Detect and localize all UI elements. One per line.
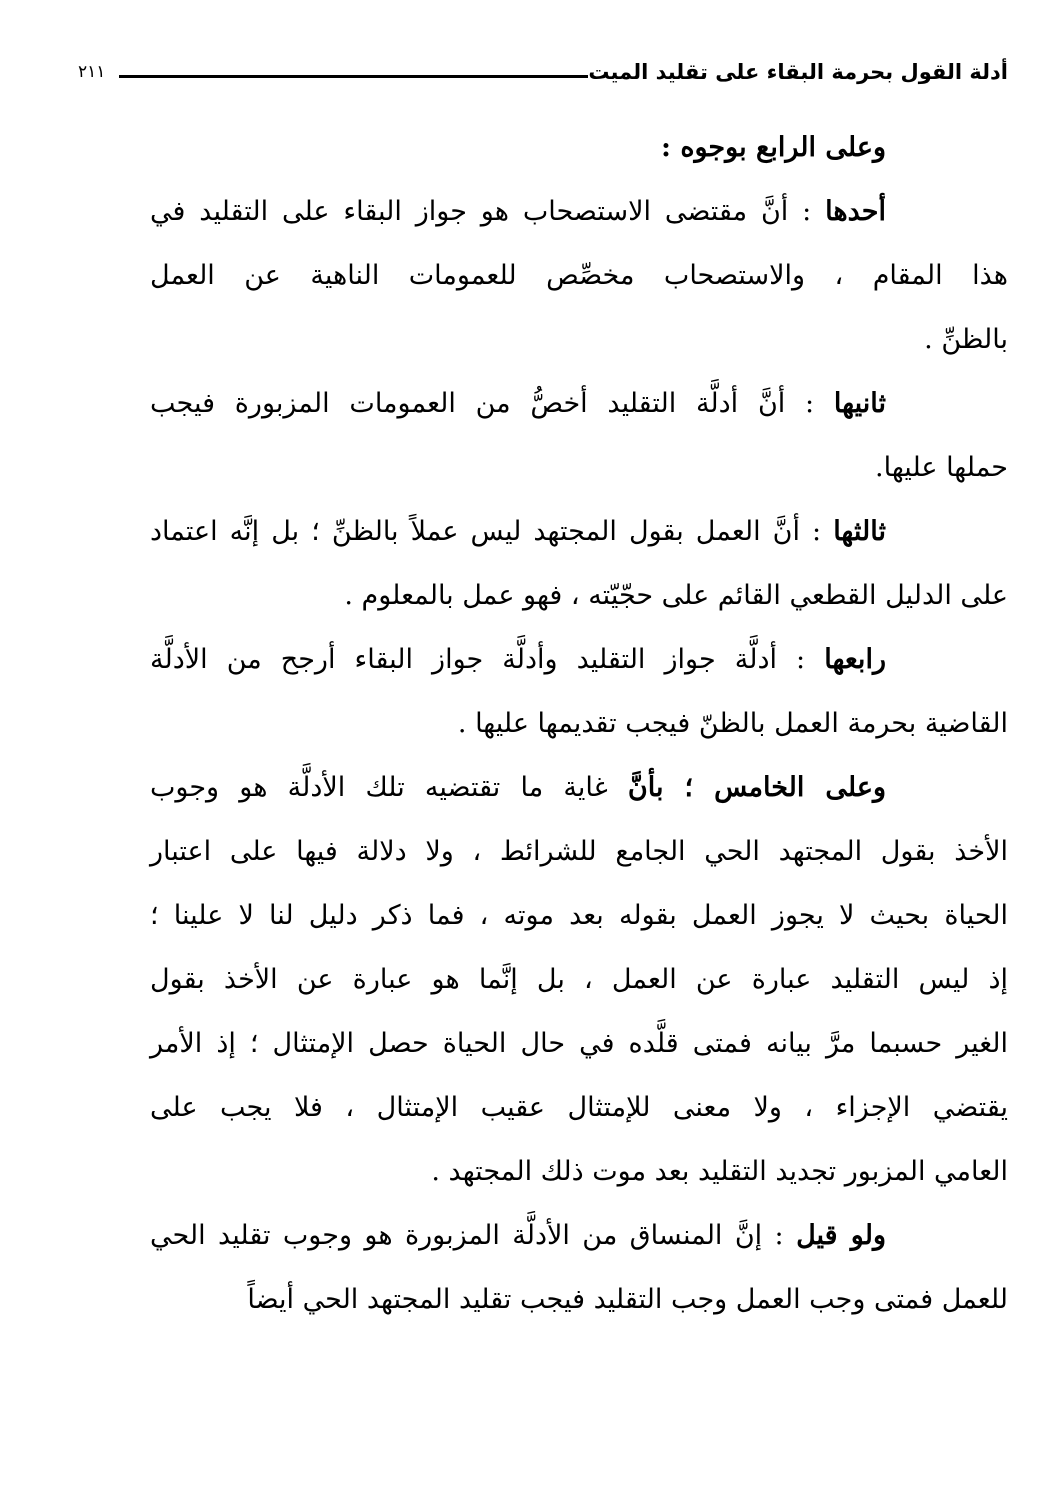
text-line: [150, 308, 1008, 372]
paragraph-lead: وعلى الرابع بوجوه :: [660, 132, 886, 163]
line-text: الغير حسبما مرَّ بيانه فمتى قلَّده في حال الحياة حصل الإمتثال ؛ إذ الأمر: [150, 1028, 1008, 1059]
paragraph-lead: ولو قيل: [796, 1220, 886, 1251]
paragraph-lead: وعلى الخامس ؛ بأنَّ: [627, 772, 886, 803]
line-text: : أدلَّة جواز التقليد وأدلَّة جواز البقاء أرجح من الأدلَّة: [150, 644, 825, 675]
line-text: الحياة بحيث لا يجوز العمل بقوله بعد موته ، فما ذكر دليل لنا لا علينا ؛: [150, 900, 1008, 931]
line-text: إذ ليس التقليد عبارة عن العمل ، بل إنَّما هو عبارة عن الأخذ بقول: [150, 964, 1008, 995]
paragraph-lead: أحدها: [825, 196, 886, 227]
text-line: [150, 500, 1008, 564]
line-text: : أنَّ أدلَّة التقليد أخصُّ من العمومات المزبورة فيجب: [150, 388, 834, 419]
page-number: ٢١١: [78, 62, 106, 82]
text-line: [150, 628, 1008, 692]
line-text: : أنَّ العمل بقول المجتهد ليس عملاً بالظنِّ ؛ بل إنَّه اعتماد: [150, 516, 834, 547]
line-text: يقتضي الإجزاء ، ولا معنى للإمتثال عقيب الإمتثال ، فلا يجب على: [150, 1092, 1008, 1123]
line-text: للعمل فمتى وجب العمل وجب التقليد فيجب تقليد المجتهد الحي أيضاً: [247, 1284, 1008, 1315]
text-line: [150, 1268, 1008, 1332]
line-text: هذا المقام ، والاستصحاب مخصِّص للعمومات الناهية عن العمل: [150, 260, 1008, 291]
header-rule: [119, 75, 588, 78]
paragraph-lead: ثالثها: [833, 516, 886, 547]
paragraph-lead: ثانيها: [833, 388, 886, 419]
line-text: : أنَّ مقتضى الاستصحاب هو جواز البقاء على التقليد في: [150, 196, 826, 227]
text-line: [150, 884, 1008, 948]
text-line: [150, 1012, 1008, 1076]
line-text: على الدليل القطعي القائم على حجّيّته ، فهو عمل بالمعلوم .: [344, 580, 1008, 611]
line-text: بالظنِّ .: [924, 324, 1008, 355]
paragraph-lead: رابعها: [824, 644, 886, 675]
line-text: حملها عليها.: [875, 452, 1008, 483]
line-text: العامي المزبور تجديد التقليد بعد موت ذلك المجتهد .: [431, 1156, 1008, 1187]
text-line: [150, 372, 1008, 436]
text-line: [150, 756, 1008, 820]
line-text: غاية ما تقتضيه تلك الأدلَّة هو وجوب: [150, 772, 628, 803]
text-line: [150, 1140, 1008, 1204]
line-text: القاضية بحرمة العمل بالظنّ فيجب تقديمها عليها .: [457, 708, 1008, 739]
line-text: الأخذ بقول المجتهد الحي الجامع للشرائط ، ولا دلالة فيها على اعتبار: [150, 836, 1008, 867]
body-text: [150, 116, 1008, 1332]
text-line: [150, 244, 1008, 308]
line-text: : إنَّ المنساق من الأدلَّة المزبورة هو وجوب تقليد الحي: [150, 1220, 797, 1251]
text-line: [150, 564, 1008, 628]
text-line: [150, 820, 1008, 884]
running-title: أدلة القول بحرمة البقاء على تقليد الميت: [588, 60, 1008, 84]
text-line: [150, 180, 1008, 244]
text-line: [150, 948, 1008, 1012]
text-line: [150, 116, 1008, 180]
text-line: [150, 436, 1008, 500]
text-line: [150, 1204, 1008, 1268]
text-line: [150, 1076, 1008, 1140]
text-line: [150, 692, 1008, 756]
page-header: [78, 52, 1008, 92]
